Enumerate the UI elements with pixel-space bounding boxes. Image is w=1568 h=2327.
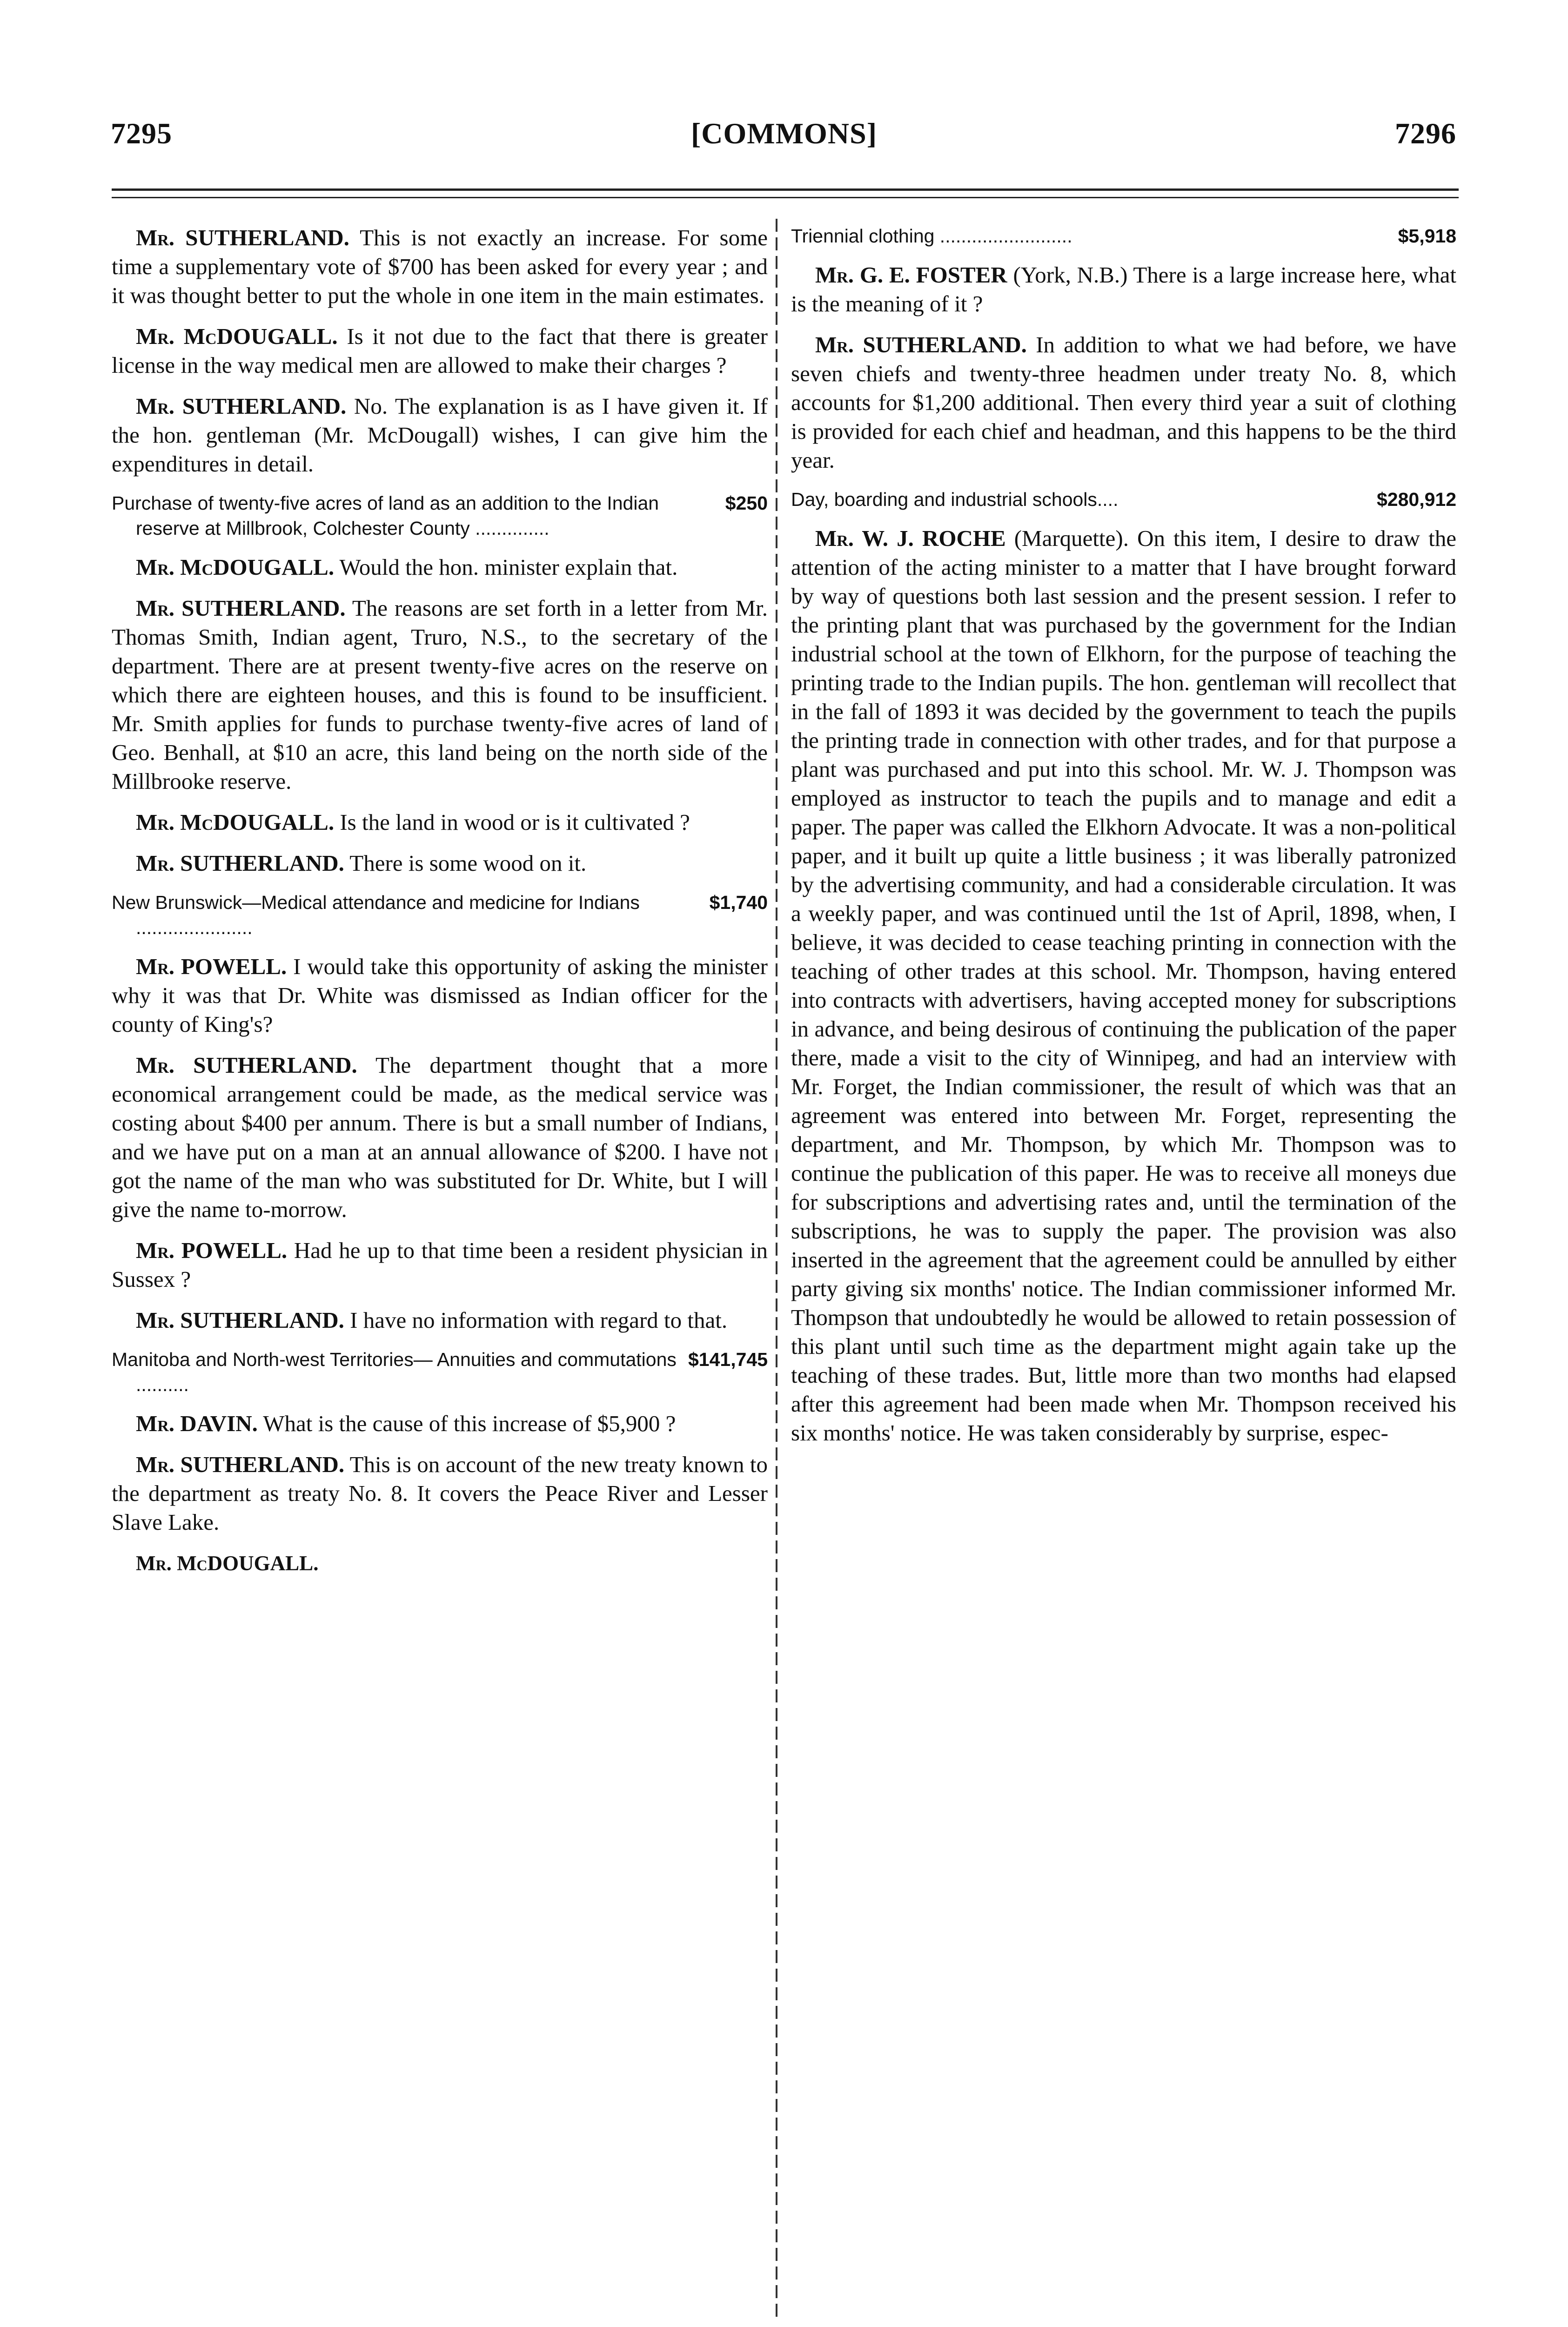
speaker-name: Mr. SUTHERLAND.	[136, 1052, 357, 1078]
speech-paragraph	[112, 849, 768, 878]
speech-text: The reasons are set forth in a letter from Mr. Thomas Smith, Indian agent, Truro, N.S., to the secretary of the department. There are at present twenty-five acres on the reserve on which there are eighteen houses, and this is found to be insufficient. Mr. Smith applies for funds to purchase twenty-five acres of land of Geo. Benhall, at $10 an acre, this land being on the north side of the Millbrooke reserve.	[112, 595, 768, 794]
speech-paragraph	[112, 1236, 768, 1294]
speaker-name: Mr. SUTHERLAND.	[136, 225, 349, 250]
left-column	[112, 223, 768, 1578]
estimate-item	[112, 1347, 768, 1397]
estimate-item	[791, 487, 1456, 512]
estimate-description: Triennial clothing .........................	[791, 225, 1072, 247]
speech-text: Would the hon. minister explain that.	[334, 554, 678, 580]
speech-text: (Marquette). On this item, I desire to draw the attention of the acting minister to a matter that I have brought forward by way of questions both last session and the present session. I refer to the printing plant that was purchased by the government for the Indian industrial school at the town of Elkhorn, for the purpose of teaching the printing trade to the Indian pupils. The hon. gentleman will recollect that in the fall of 1893 it was decided by the government to teach the pupils the printing trade in connection with other trades, and for that purpose a plant was purchased and put into this school. Mr. W. J. Thompson was employed as instructor to teach the pupils and to manage and edit a paper. The paper was called the Elkhorn Advocate. It was a non-political paper, and it built up quite a little business ; it was liberally patronized by the advertising community, and had a considerable circulation. It was a weekly paper, and was continued until the 1st of April, 1898, when, I believe, it was decided to cease teaching printing in connection with the teaching of other trades at this school. Mr. Thompson, having entered into contracts with advertisers, having accepted money for subscriptions in advance, and being desirous of continuing the publication of the paper there, made a visit to the city of Winnipeg, and had an interview with Mr. Forget, the Indian commissioner, the result of which was that an agreement was entered into between Mr. Forget, representing the department, and Mr. Thompson, by which Mr. Thompson was to continue the publication of this paper. He was to receive all moneys due for subscriptions and advertising rates and, until the termination of the subscriptions, he was to supply the paper. The provision was also inserted in the agreement that the agreement could be annulled by either party giving six months' notice. The Indian commissioner informed Mr. Thompson that undoubtedly he would be allowed to retain possession of this plant until such time as the department might again take up the teaching of these trades. But, little more than two months had elapsed after this agreement had been made when Mr. Thompson received his six months' notice. He was taken considerably by surprise, espec-	[791, 525, 1456, 1446]
page-number-right: 7296	[1395, 117, 1456, 150]
speech-paragraph	[112, 322, 768, 380]
estimate-item	[112, 890, 768, 940]
speech-paragraph	[112, 223, 768, 310]
estimate-description: Purchase of twenty-five acres of land as an addition to the Indian reserve at Millbrook, Colchester County ..............	[112, 492, 664, 539]
column-divider	[776, 219, 777, 2318]
speech-text: There is some wood on it.	[344, 850, 587, 876]
estimate-amount: $250	[725, 492, 768, 514]
speech-text: (York, N.B.) There is a large increase here, what is the meaning of it ?	[791, 262, 1456, 316]
speech-paragraph	[112, 553, 768, 582]
speaker-name: Mr. SUTHERLAND.	[136, 595, 346, 621]
speaker-name: Mr. McDOUGALL.	[136, 323, 338, 349]
right-column	[791, 223, 1456, 1459]
speech-paragraph	[112, 1306, 768, 1335]
estimate-description: Manitoba and North-west Territories— Annuities and commutations ..........	[112, 1349, 682, 1395]
header-rule-thin	[112, 197, 1459, 198]
speaker-name: Mr. SUTHERLAND.	[136, 850, 344, 876]
estimate-amount: $141,745	[688, 1349, 768, 1370]
speech-text: Is the land in wood or is it cultivated ?	[334, 809, 690, 835]
estimate-amount: $5,918	[1398, 225, 1456, 247]
speech-paragraph	[791, 524, 1456, 1447]
estimate-item	[112, 491, 768, 541]
speaker-name: Mr. DAVIN.	[136, 1411, 258, 1436]
speaker-name: Mr. G. E. FOSTER	[815, 262, 1007, 288]
speech-paragraph	[112, 808, 768, 837]
speech-paragraph	[112, 1051, 768, 1224]
speech-text: Is it not due to the fact that there is greater license in the way medical men are allowed to make their charges ?	[112, 323, 768, 378]
speaker-name: Mr. SUTHERLAND.	[136, 393, 347, 419]
speech-paragraph	[791, 261, 1456, 318]
speaker-name: Mr. SUTHERLAND.	[136, 1307, 344, 1333]
speaker-name: Mr. McDOUGALL.	[136, 554, 335, 580]
speaker-name: Mr. POWELL.	[136, 1237, 288, 1263]
estimate-amount: $1,740	[709, 892, 768, 913]
speech-paragraph	[112, 392, 768, 478]
estimate-amount: $280,912	[1376, 489, 1456, 510]
speech-paragraph	[112, 1450, 768, 1537]
estimate-description: New Brunswick—Medical attendance and medicine for Indians ......................	[112, 892, 645, 938]
speaker-name: Mr. W. J. ROCHE	[815, 525, 1006, 551]
speech-text: This is not exactly an increase. For some time a supplementary vote of $700 has been asked for every year ; and it was thought better to put the whole in one item in the main estimates.	[112, 225, 768, 308]
header-rule-thick	[112, 188, 1459, 191]
speaker-name: Mr. POWELL.	[136, 954, 287, 979]
speech-text: Had he up to that time been a resident physician in Sussex ?	[112, 1237, 768, 1292]
page-header	[0, 116, 1568, 158]
speaker-name: Mr. SUTHERLAND.	[815, 332, 1027, 357]
catchword-speaker: Mr. McDOUGALL.	[136, 1552, 319, 1575]
speech-paragraph	[112, 1409, 768, 1438]
estimate-item	[791, 223, 1456, 249]
speech-text: What is the cause of this increase of $5,900 ?	[257, 1411, 676, 1436]
speech-text: The department thought that a more economical arrangement could be made, as the medical service was costing about $400 per annum. There is but a small number of Indians, and we have put on a man at an annual allowance of $200. I have not got the name of the man who was substituted for Dr. White, but I will give the name to-morrow.	[112, 1052, 768, 1222]
speech-paragraph	[791, 330, 1456, 475]
speech-text: In addition to what we had before, we have seven chiefs and twenty-three headmen under treaty No. 8, which accounts for $1,200 additional. Then every third year a suit of clothing is provided for each chief and headman, and this happens to be the third year.	[791, 332, 1456, 473]
speech-text: I would take this opportunity of asking the minister why it was that Dr. White was dismissed as Indian officer for the county of King's?	[112, 954, 768, 1037]
speech-text: No. The explanation is as I have given it. If the hon. gentleman (Mr. McDougall) wishes, I can give him the expenditures in detail.	[112, 393, 768, 477]
speech-text: I have no information with regard to that.	[344, 1307, 728, 1333]
speech-paragraph	[112, 594, 768, 796]
running-title: [COMMONS]	[690, 117, 878, 150]
speaker-name: Mr. McDOUGALL.	[136, 809, 335, 835]
speech-paragraph	[112, 952, 768, 1039]
speaker-name: Mr. SUTHERLAND.	[136, 1452, 345, 1477]
page-number-left: 7295	[111, 117, 172, 150]
speech-text: This is on account of the new treaty known to the department as treaty No. 8. It covers the Peace River and Lesser Slave Lake.	[112, 1452, 768, 1535]
estimate-description: Day, boarding and industrial schools....	[791, 489, 1119, 510]
